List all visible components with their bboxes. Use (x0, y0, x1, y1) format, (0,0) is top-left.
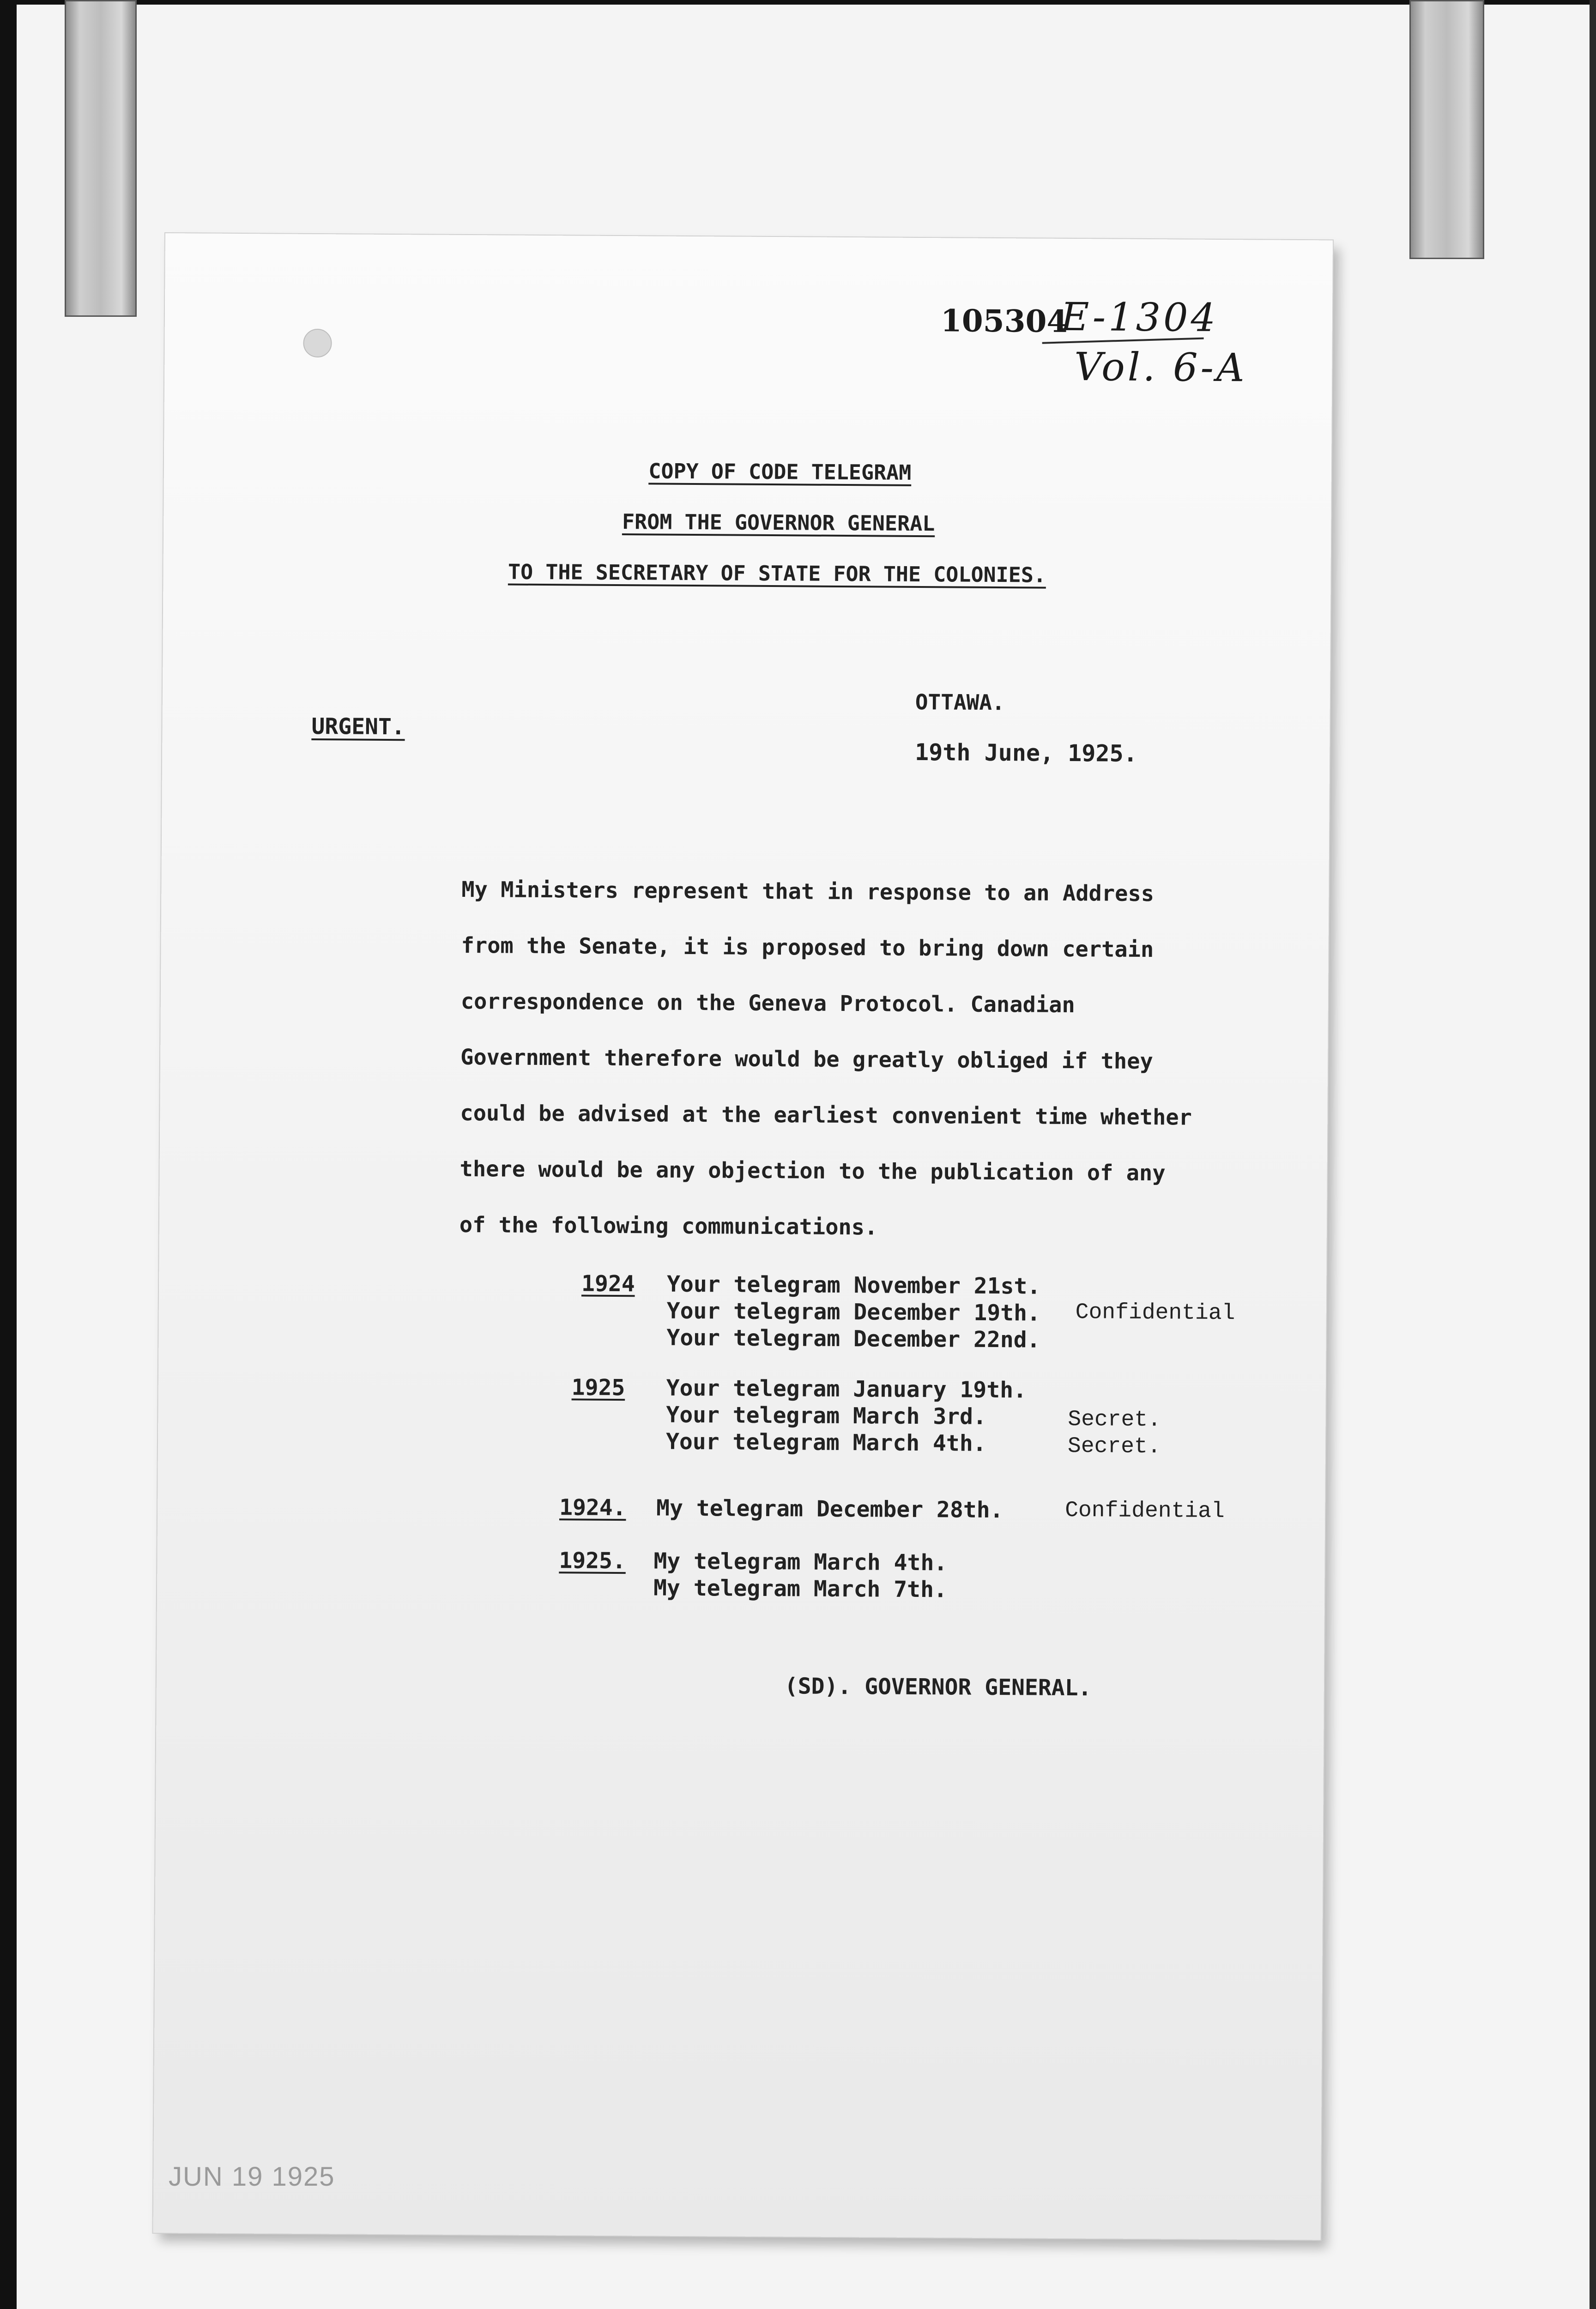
classification-note: Secret. (1068, 1407, 1161, 1433)
communication-item: Your telegram January 19th. (666, 1375, 1027, 1403)
telegram-sheet (153, 233, 1333, 2240)
communication-item: My telegram March 7th. (653, 1575, 948, 1603)
handwritten-reference-file: E-1304 (1060, 294, 1219, 340)
date-line: 19th June, 1925. (914, 738, 1137, 767)
communication-item: Your telegram March 3rd. (666, 1402, 987, 1430)
body-line: of the following communications. (459, 1212, 878, 1240)
frame-edge-left (0, 0, 17, 2309)
communication-item: My telegram March 4th. (653, 1548, 948, 1576)
group-year: 1924 (581, 1270, 635, 1297)
priority-mark: URGENT. (311, 713, 405, 740)
classification-note: Confidential (1075, 1300, 1235, 1326)
body-line: could be advised at the earliest convenient time whether (460, 1100, 1192, 1130)
communication-item: Your telegram December 22nd. (666, 1324, 1040, 1353)
frame-edge-top (0, 0, 1596, 5)
reference-number: 105304 (940, 302, 1068, 339)
telegram-body (459, 862, 1284, 1258)
body-line: My Ministers represent that in response to an Address (461, 876, 1155, 907)
punch-hole (303, 329, 332, 357)
heading-line-2: FROM THE GOVERNOR GENERAL (622, 509, 935, 536)
group-year: 1925 (571, 1374, 625, 1401)
body-line: from the Senate, it is proposed to bring down certain (461, 932, 1154, 963)
place-line: OTTAWA. (915, 689, 1005, 715)
communication-item: Your telegram November 21st. (666, 1271, 1041, 1300)
group-year: 1924. (559, 1494, 626, 1521)
tape-top-right (1409, 0, 1484, 259)
group-year: 1925. (559, 1547, 626, 1574)
heading-line-3: TO THE SECRETARY OF STATE FOR THE COLONIES. (508, 559, 1046, 587)
handwritten-reference-volume: Vol. 6-A (1074, 344, 1247, 391)
signature-line: (SD). GOVERNOR GENERAL. (784, 1673, 1092, 1701)
tape-top-left (65, 0, 137, 317)
communication-item: Your telegram December 19th. (666, 1298, 1041, 1326)
communication-item: Your telegram March 4th. (665, 1428, 986, 1457)
heading-line-1: COPY OF CODE TELEGRAM (648, 459, 912, 485)
frame-edge-right (1590, 0, 1596, 2309)
classification-note: Secret. (1067, 1433, 1161, 1460)
body-line: there would be any objection to the publication of any (459, 1156, 1166, 1186)
communication-item: My telegram December 28th. (656, 1495, 1004, 1523)
received-date-stamp: JUN 19 1925 (169, 2162, 335, 2192)
body-line: Government therefore would be greatly obliged if they (460, 1044, 1153, 1075)
classification-note: Confidential (1064, 1498, 1225, 1524)
body-line: correspondence on the Geneva Protocol. Canadian (460, 988, 1075, 1018)
